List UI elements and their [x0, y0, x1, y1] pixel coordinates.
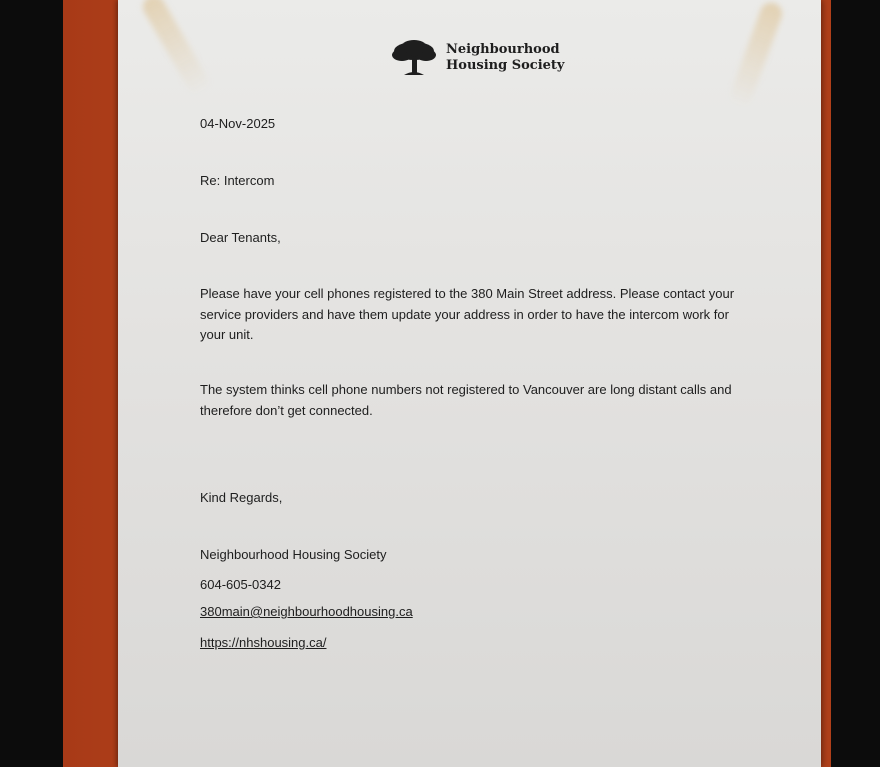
letter-closing: Kind Regards,: [200, 490, 283, 505]
letter-paragraph-1: Please have your cell phones registered to the 380 Main Street address. Please contact your service providers and have them update your address in order to have the intercom work for your unit.: [200, 286, 735, 342]
organization-name: [446, 42, 564, 74]
organization-logo: [390, 38, 564, 78]
letter-date: 04-Nov-2025: [200, 116, 276, 131]
letter-subject: Re: Intercom: [200, 173, 275, 188]
contact-phone: 604-605-0342: [200, 577, 281, 592]
letter-salutation: Dear Tenants,: [200, 230, 281, 245]
signature-name: Neighbourhood Housing Society: [200, 547, 387, 562]
website-link[interactable]: https://nhshousing.ca/: [200, 635, 327, 650]
letter-paragraph-2: The system thinks cell phone numbers not registered to Vancouver are long distant calls and therefore don’t get connected.: [200, 382, 732, 418]
organization-name-line2: Housing Society: [446, 58, 565, 73]
organization-name-line1: Neighbourhood: [446, 42, 560, 57]
tree-icon: [390, 39, 438, 77]
contact-email-link[interactable]: 380main@neighbourhoodhousing.ca: [200, 604, 413, 619]
